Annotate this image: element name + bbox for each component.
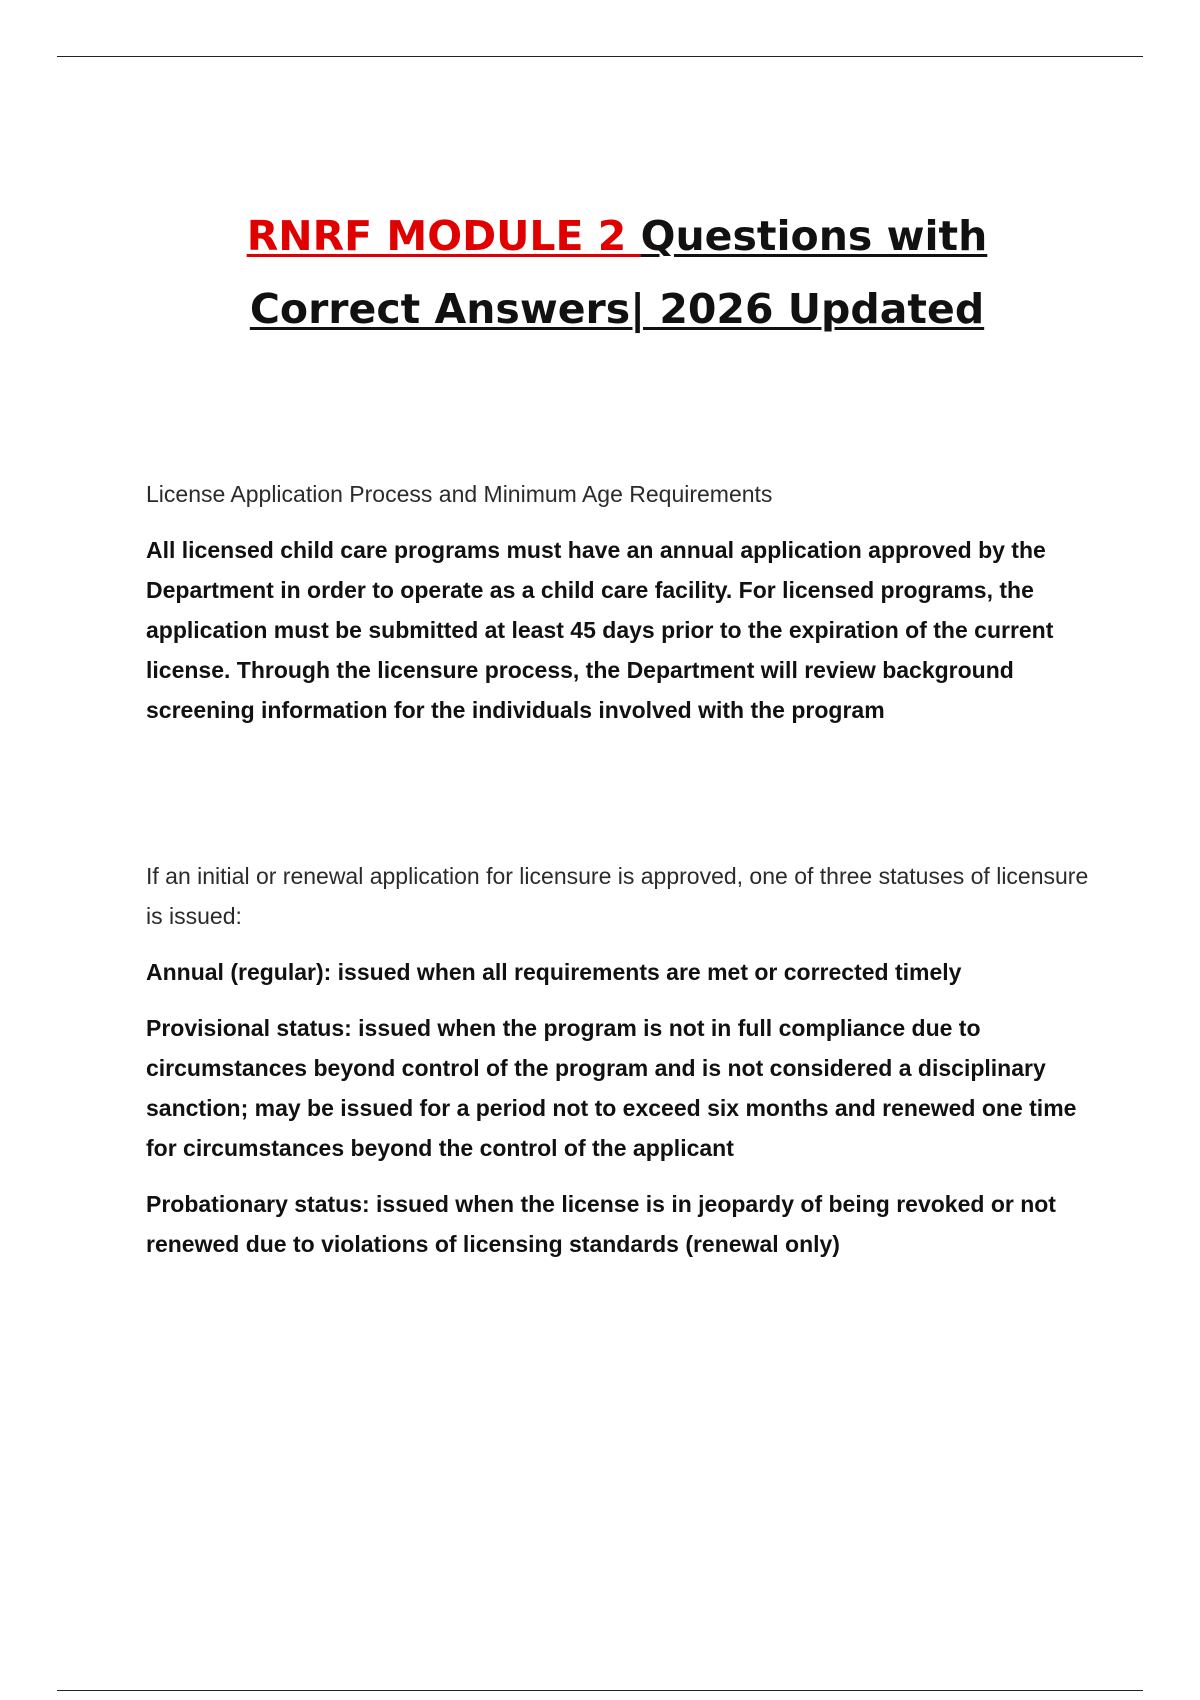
question-2: If an initial or renewal application for licensure is approved, one of three statuses of licensure is issued: xyxy=(146,863,1089,929)
title-subtitle-text: Correct Answers| 2026 Updated xyxy=(249,285,985,333)
question-1: License Application Process and Minimum Age Requirements xyxy=(146,481,773,507)
title-module-label: RNRF MODULE 2 xyxy=(246,212,641,260)
title-questions-text: Questions with xyxy=(640,212,988,260)
title-line-1 xyxy=(0,200,1200,273)
answer-2-annual: Annual (regular): issued when all requirements are met or corrected timely xyxy=(146,959,962,985)
answer-1: All licensed child care programs must have an annual application approved by the Department in order to operate as a child care facility. For licensed programs, the application must be submitted at least 45 days prior to the expiration of the current license. Through the licensure process, the Department will review background screening information for the individuals involved with the program xyxy=(146,537,1054,723)
document-title xyxy=(0,200,1200,346)
top-divider xyxy=(57,56,1143,57)
title-line-2 xyxy=(0,273,1200,346)
answer-2-provisional: Provisional status: issued when the program is not in full compliance due to circumstances beyond control of the program and is not considered a disciplinary sanction; may be issued for a period not to exceed six months and renewed one time for circumstances beyond the control of the applicant xyxy=(146,1015,1077,1161)
document-body xyxy=(146,474,1106,1264)
bottom-divider xyxy=(57,1690,1143,1691)
answer-2-probationary: Probationary status: issued when the license is in jeopardy of being revoked or not renewed due to violations of licensing standards (renewal only) xyxy=(146,1191,1056,1257)
